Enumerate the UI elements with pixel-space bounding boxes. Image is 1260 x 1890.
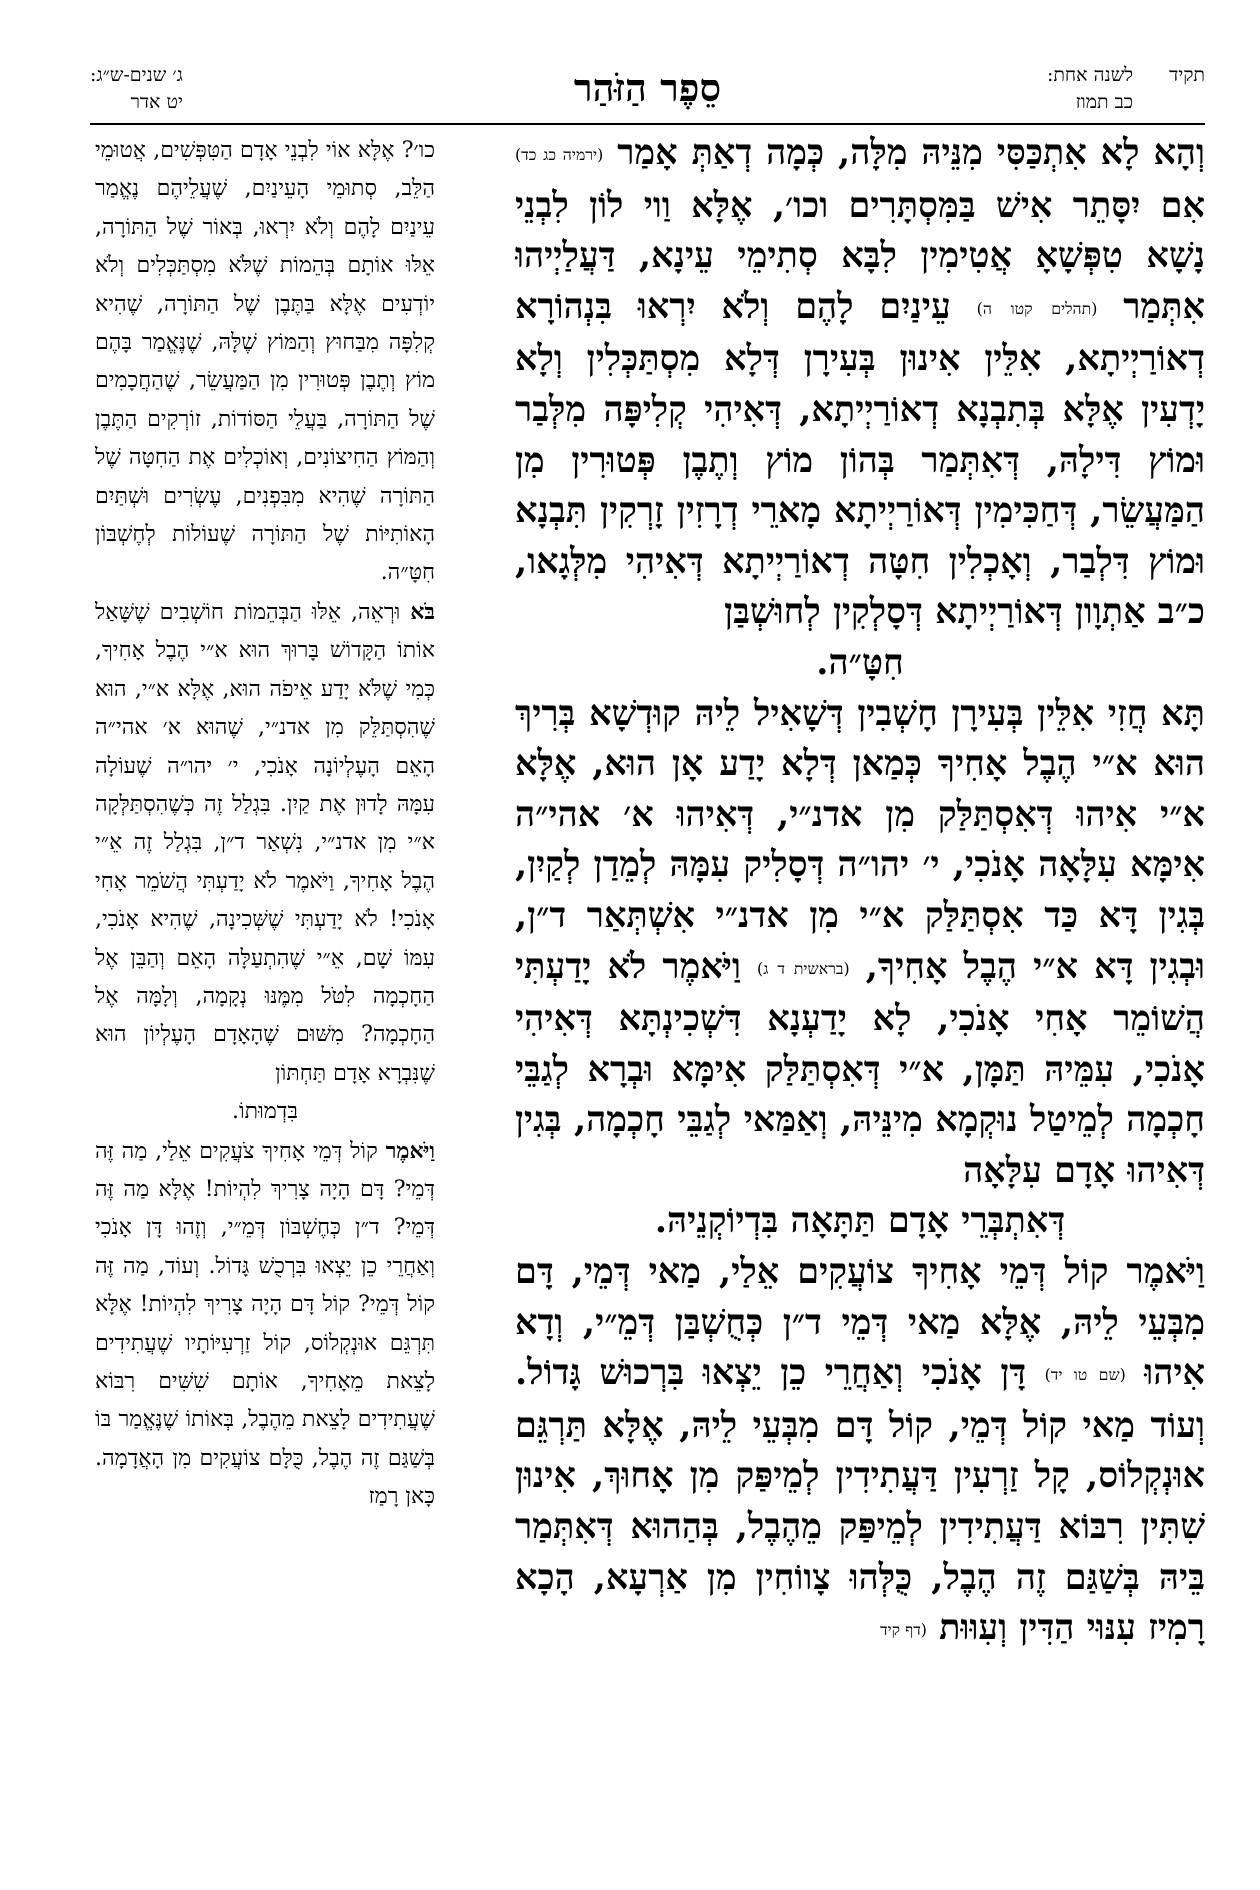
main-paragraph-1 <box>515 128 1205 638</box>
commentary-text: קוֹל דְּמֵי אָחִיךָ צֹעֲקִים אֵלַי, מַה זֶּה דְּמֵי? דָּם הָיָה צָרִיךְ לִהְיוֹת! אֶלָּא מַה זֶּה דְּמֵי? ד״ן כְּחֶשְׁבּוֹן דְּמֵ״י, וְזֶהוּ דָּן אָנֹכִי וְאַחֲרֵי כֵן יֵצְאוּ בִּרְכֻשׁ גָּדוֹל. וְעוֹד, מַה זֶּה קוֹל דְּמֵי? קוֹל דָּם הָיָה צָרִיךְ לִהְיוֹת! אֶלָּא תִּרְגֵּם אוּנְקְלוֹס, קוֹל זַרְעִיּוֹתָיו שֶׁעֲתִידִים לָצֵאת מֵאָחִיךָ, אוֹתָם שִׁשִּׁים רִבּוֹא שֶׁעֲתִידִים לָצֵאת מֵהֶבֶל, בְּאוֹתוֹ שֶׁנֶּאֱמַר בּוֹ בְּשַׁגַּם זֶה הֶבֶל, כֻּלָּם צוֹעֲקִים מִן הָאֲדָמָה. כָּאן רָמַז <box>95 1138 435 1510</box>
main-text: קוֹל דְּמֵי אָחִיךָ צוֹעֲקִים אֵלַי, מַאי דְּמֵי, דָּם מִבְּעֵי לֵיהּ, אֶלָּא מַאי דְּמֵי ד״ן כְּחֻשְׁבַּן דְּמֵ״י, וְדָא אִיהוּ <box>515 1251 1205 1394</box>
opening-word: וְהָא <box>1153 132 1205 173</box>
commentary-paragraph-3 <box>95 1132 435 1517</box>
main-text: דָּן אָנֹכִי וְאַחֲרֵי כֵן יֵצְאוּ בִּרְכוּשׁ גָּדוֹל. וְעוֹד מַאי קוֹל דְּמֵי, קוֹל דָּם מִבְּעֵי לֵיהּ, אֶלָּא תַּרְגֵּם אוּנְקְלוֹס, קָל זַרְעִין דַּעֲתִידִין לְמֵיפַּק מִן אָחוּךְ, אִינוּן שִׁתִּין רִבּוֹא דַּעֲתִידִין לְמֵיפַּק מֵהֶבֶל, בְּהַהוּא דְּאִתְּמַר בֵּיהּ בְּשַׁגַּם זֶה הֶבֶל, כֻּלְּהוּ צָווֹחִין מִן אַרְעָא, הָכָא רָמִיז עִנּוּי הַדִּין וְעִוּוּת <box>515 1352 1205 1649</box>
page-header <box>90 62 1205 120</box>
main-text: עֵינַיִם לָהֶם וְלֹא יִרְאוּ בִּנְהוֹרָא דְאוֹרַיְיתָא, אִלֵּין אִינוּן בְּעִירָן דְּלָא מִסְתַּכְּלִין וְלָא יָדְעִין אֶלָּא בְּתִבְנָא דְאוֹרַיְיתָא, דְּאִיהִי קְלִיפָּה מִלְּבַר וּמוֹץ דִּילָהּ, דְּאִתְּמַר בְּהוֹן מוֹץ וְתֶבֶן פְּטוּרִין מִן הַמַּעֲשֵׂר, דְּחַכִּימִין דְּאוֹרַיְיתָא מָארֵי דְרָזִין זָרְקִין תִּבְנָא וּמוֹץ דִּלְבַר, וְאָכְלִין חִטָּה דְאוֹרַיְיתָא דְּאִיהִי מִלְּגָאו, כ״ב אַתְוָון דְּאוֹרַיְיתָא דְּסָלְקִין לְחוּשְׁבַּן <box>515 285 1205 633</box>
three-year-date: יט אדר <box>130 91 183 113</box>
one-year-date: כב תמוז <box>1075 91 1134 113</box>
commentary-opening-word: בֹּא <box>410 598 435 625</box>
main-text: חֲזִי אִלֵּין בְּעִירָן חָשְׁבִין דְּשָׁאִיל לֵיהּ קוּדְשָׁא בְּרִיךְ הוּא א״י הֶבֶל אָחִיךָ כְּמַאן דְּלָא יָדַע אָן הוּא, אֶלָּא א״י אִיהוּ דְּאִסְתַּלַּק מִן אדנ״י, דְּאִיהוּ א׳ אהי״ה אִימָּא עִלָּאָה אָנֹכִי, י׳ יהו״ה דְּסָלִיק עִמָּהּ לְמֵדַן לְקַיִן, בְּגִין דָּא כַּד אִסְתַּלַּק א״י מִן אדנ״י אִשְׁתְּאַר ד״ן, וּבְגִין דָּא א״י הֶבֶל אָחִיךָ, <box>515 692 1205 987</box>
main-text: לָא אִתְכַּסִּי מִנֵּיהּ מִלָּה, כְּמָה דְאַתְּ אָמַר <box>603 132 1154 173</box>
three-year-label: ג׳ שנים-ש״ג: <box>90 64 183 86</box>
commentary-text: וּרְאֵה, אֵלּוּ הַבְּהֵמוֹת חוֹשְׁבִים שֶׁשָּׁאַל אוֹתוֹ הַקָּדוֹשׁ בָּרוּךְ הוּא א״י הֶבֶל אָחִיךָ, כְּמִי שֶׁלֹּא יָדַע אֵיפֹה הוּא, אֶלָּא א״י, הוּא שֶׁהִסְתַּלֵּק מִן אדנ״י, שֶׁהוּא א׳ אהי״ה הָאֵם הָעֶלְיוֹנָה אָנֹכִי, י׳ יהו״ה שֶׁעוֹלָה עִמָּהּ לָדוּן אֶת קַיִן. בִּגְלַל זֶה כְּשֶׁהִסְתַּלְּקָה א״י מִן אדנ״י, נִשְׁאַר ד״ן, בִּגְלַל זֶה אֵ״י הֶבֶל אָחִיךָ, וַיֹּאמֶר לֹא יָדַעְתִּי הֲשֹׁמֵר אָחִי אָנֹכִי! לֹא יָדַעְתִּי שֶׁשְּׁכִינָה, שֶׁהִיא אָנֹכִי, עִמּוֹ שָׁם, אֵ״י שֶׁהִתְעַלָּה הָאֵם וְהַבֵּן אֶל הַחָכְמָה לִטֹּל מִמֶּנּוּ נְקָמָה, וְלָמָּה אֶל הַחָכְמָה? מִשּׁוּם שֶׁהָאָדָם הָעֶלְיוֹן הוּא שֶׁנִּבְרָא אָדָם תַּחְתּוֹן <box>95 599 435 1086</box>
main-paragraph-2 <box>515 689 1205 1197</box>
paragraph-end-line: חִטָּ״ה. <box>816 641 904 683</box>
tiqqun-number: תקיד <box>1169 64 1205 86</box>
header-rule <box>90 123 1205 125</box>
opening-word: וַיֹּאמֶר <box>1126 1251 1205 1293</box>
verse-reference: (תהלים קטו ה) <box>976 298 1098 318</box>
three-year-schedule <box>90 62 183 116</box>
one-year-label: לשנה אחת: <box>1046 64 1134 86</box>
commentary-paragraph-1: כו׳? אֶלָּא אוֹי לִבְנֵי אָדָם הַטִּפְּשִׁים, אֲטוּמֵי הַלֵּב, סְתוּמֵי הָעֵינַיִם, שֶׁעֲלֵיהֶם נֶאֱמַר עֵינַיִם לָהֶם וְלֹא יִרְאוּ, בְּאוֹר שֶׁל הַתּוֹרָה, אֵלּוּ אוֹתָם בְּהֵמוֹת שֶׁלֹּא מִסְתַּכְּלִים וְלֹא יוֹדְעִים אֶלָּא בַּתֶּבֶן שֶׁל הַתּוֹרָה, שֶׁהִיא קְלִפָּה מִבַּחוּץ וְהַמּוֹץ שֶׁלָּהּ, שֶׁנֶּאֱמַר בָּהֶם מוֹץ וְתֶבֶן פְּטוּרִין מִן הַמַּעֲשֵׂר, שֶׁהַחֲכָמִים שֶׁל הַתּוֹרָה, בַּעֲלֵי הַסּוֹדוֹת, זוֹרְקִים הַתֶּבֶן וְהַמּוֹץ הַחִיצוֹנִים, וְאוֹכְלִים אֶת הַחִטָּה שֶׁל הַתּוֹרָה שֶׁהִיא מִבִּפְנִים, עֶשְׂרִים וּשְׁתַּיִם הָאוֹתִיּוֹת שֶׁל הַתּוֹרָה שֶׁעוֹלוֹת לְחֶשְׁבּוֹן חִטָּ״ה. <box>95 138 435 586</box>
page-reference: (דף קיד <box>879 1620 927 1640</box>
main-text: אִם יִסָּתֵר אִישׁ בַּמִּסְתָּרִים וכו׳, אֶלָּא וַוי לוֹן לִבְנֵי נָשָׁא טִפְּשָׁאָ אֲטִימִין לִבָּא סְתִימֵי עֵינָא, דַּעֲלַיְיהוּ אִתְּמַר <box>515 184 1205 327</box>
commentary-opening-word: וַיֹּאמֶר <box>385 1137 435 1164</box>
paragraph-end-line: דְּאִתְבְּרֵי אָדָם תַּתָּאָה בִּדְיוֹקְנֵיהּ. <box>654 1200 1066 1242</box>
opening-word: תָּא <box>1161 692 1205 734</box>
commentary-paragraph-2 <box>95 593 435 1093</box>
main-text: וַיֹּאמֶר לֹא יָדַעְתִּי הֲשׁוֹמֵר אָחִי אָנֹכִי, לָא יָדַעְנָא דִּשְׁכִינְתָּא דְּאִיהִי אָנֹכִי, עִמֵּיהּ תַּמָּן, א״י דְּאִסְתַּלַּק אִימָּא וּבְרָא לְגַבֵּי חָכְמָה לְמֵיטַל נוּקְמָא מִינֵּיהּ, וְאַמַּאי לְגַבֵּי חָכְמָה, בְּגִין דְּאִיהוּ אָדָם עִלָּאָה <box>515 945 1205 1191</box>
verse-reference: (ירמיה כג כד) <box>515 145 604 164</box>
main-paragraph-3 <box>515 1247 1205 1656</box>
book-title: סֵפֶר הַזֹּהַר <box>573 65 722 110</box>
verse-reference: (שם טו יד) <box>1044 1365 1126 1385</box>
commentary-end-line: בִּדְמוּתוֹ. <box>232 1099 298 1125</box>
commentary-column <box>95 132 435 1872</box>
verse-reference: (בראשית ד ג) <box>757 958 850 978</box>
main-text-column <box>515 128 1205 1868</box>
